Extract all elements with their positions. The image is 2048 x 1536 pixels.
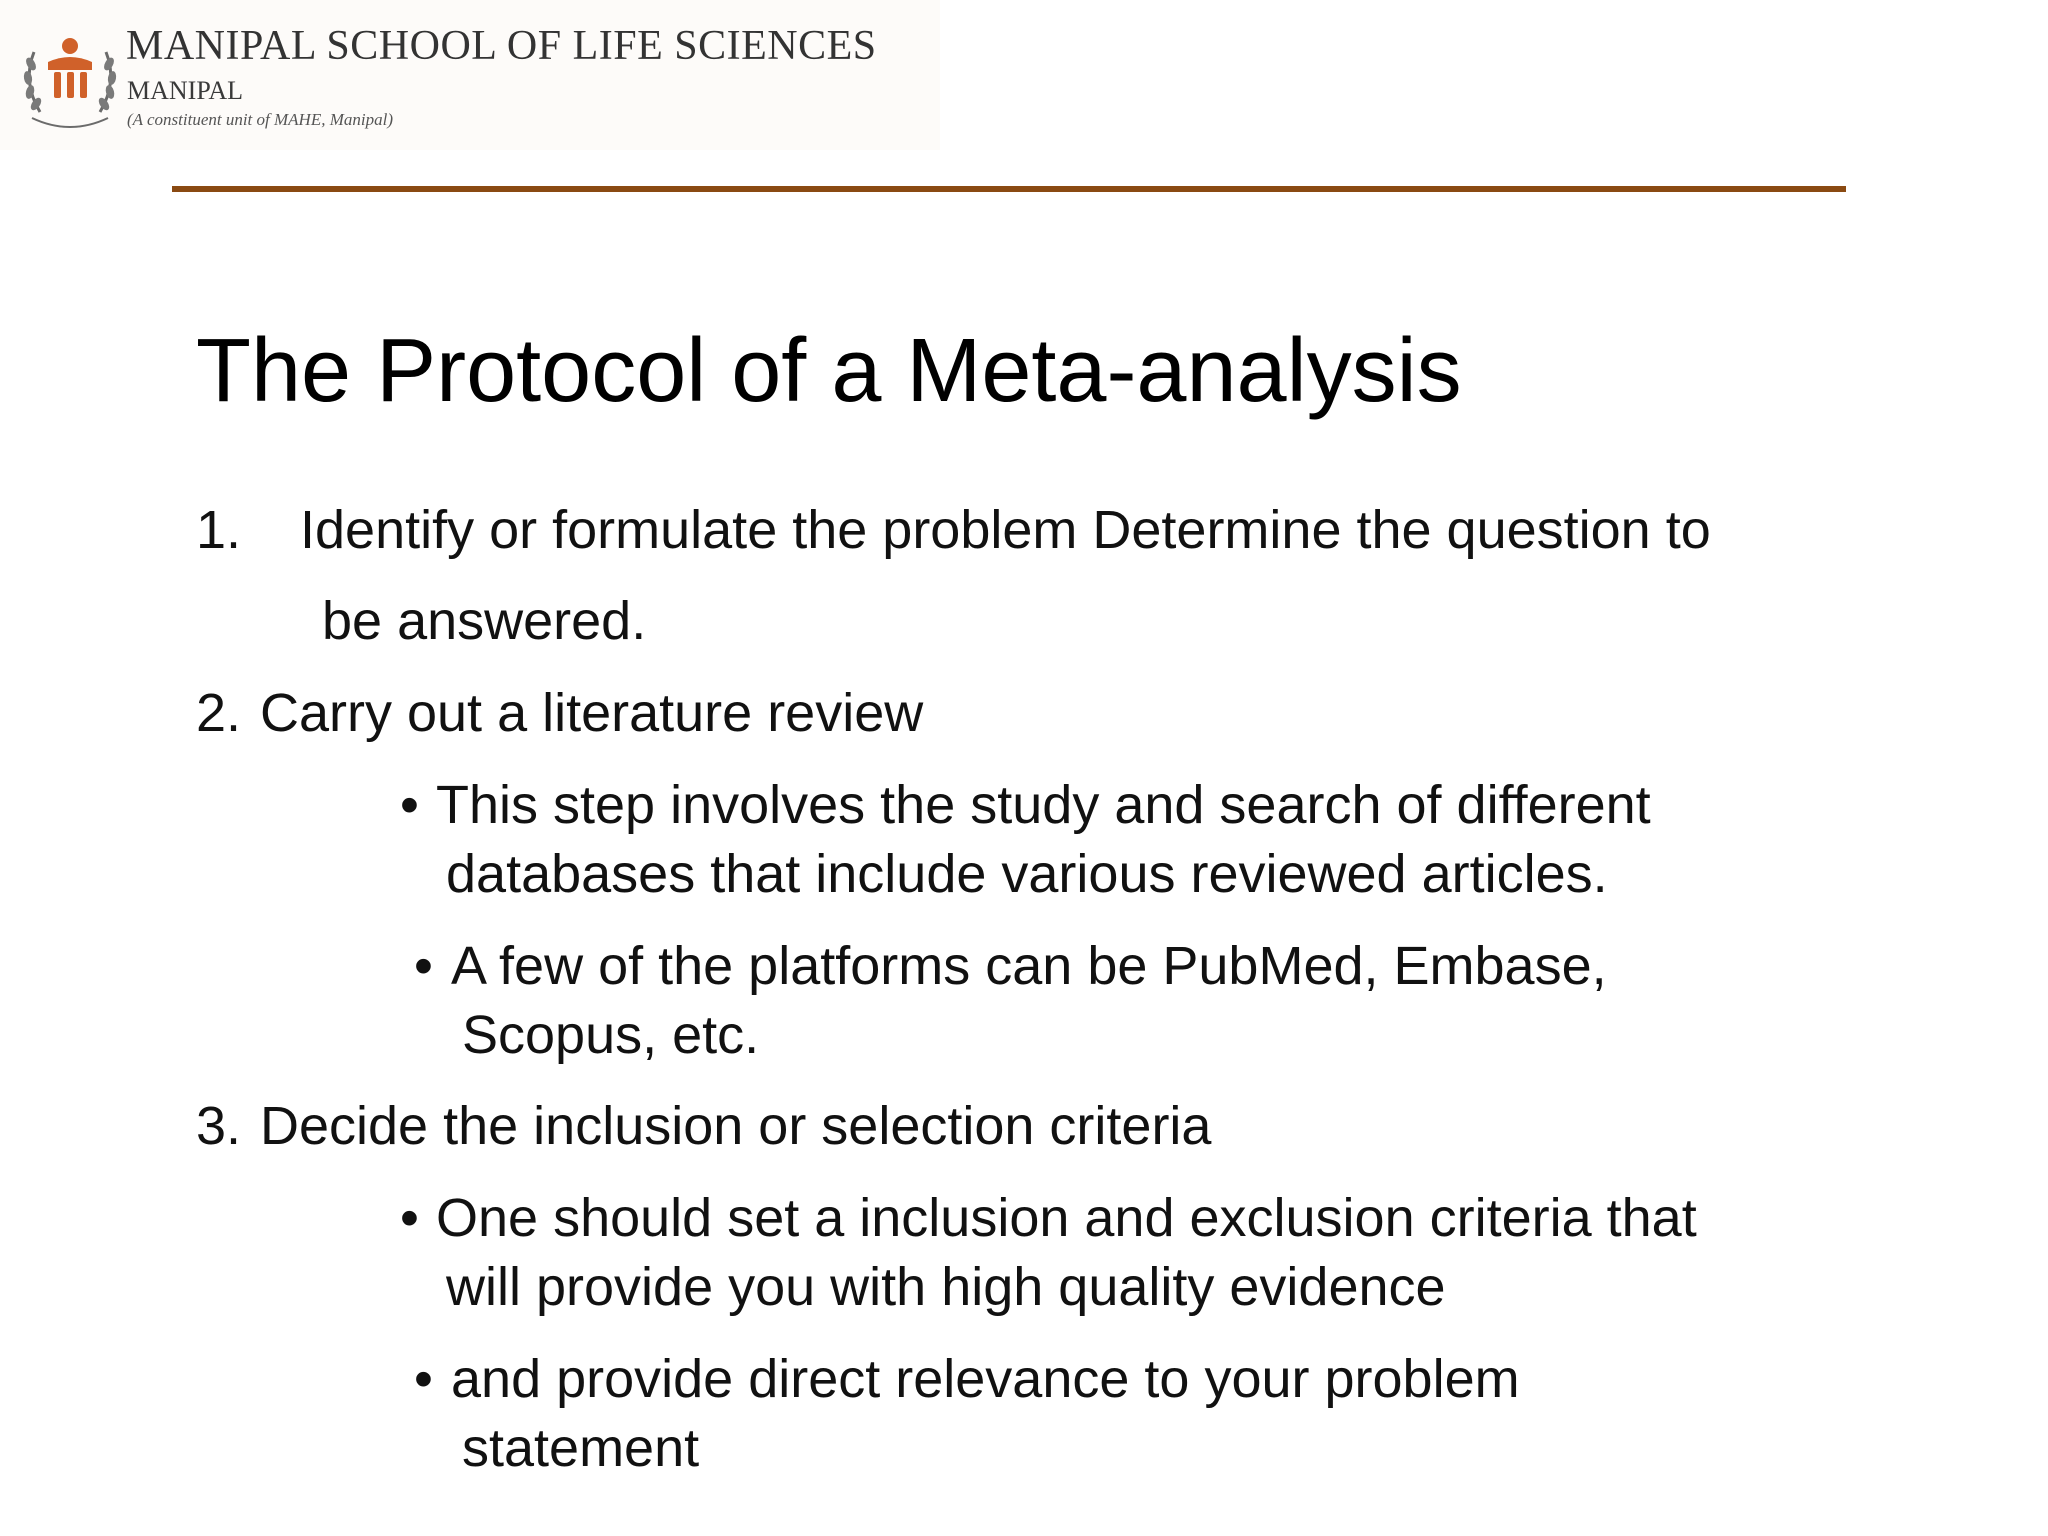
step-3-bullet-1-line2: will provide you with high quality evidence [446,1257,1446,1317]
step-2-bullet-2-line2: Scopus, etc. [462,1005,760,1065]
step-1-number: 1. [196,500,242,560]
step-2-text: Carry out a literature review [260,683,924,743]
bullet-icon: • [414,1349,433,1409]
step-2-bullet-2-line1: A few of the platforms can be PubMed, Embase, [451,936,1607,996]
institution-city: MANIPAL [127,76,244,105]
step-2-bullet-1-line2: databases that include various reviewed articles. [446,844,1608,904]
step-1-text-line2: be answered. [322,591,647,651]
bullet-icon: • [414,936,433,996]
step-3-number: 3. [196,1096,242,1156]
step-3-bullet-2-line2: statement [462,1418,700,1478]
manipal-emblem-icon [14,22,126,134]
step-3-bullet-2-line1: and provide direct relevance to your problem [451,1349,1520,1409]
step-2-bullet-1-line1: This step involves the study and search of different [436,775,1651,835]
step-3-text: Decide the inclusion or selection criteria [260,1096,1212,1156]
bullet-icon: • [400,775,419,835]
header-logo-band [0,0,940,150]
institution-name: MANIPAL SCHOOL OF LIFE SCIENCES [126,23,877,69]
header-divider [172,186,1846,192]
step-1-text-line1: Identify or formulate the problem Determine the question to [300,500,1711,560]
bullet-icon: • [400,1188,419,1248]
step-2-number: 2. [196,683,242,743]
institution-note: (A constituent unit of MAHE, Manipal) [127,110,393,129]
step-3-bullet-1-line1: One should set a inclusion and exclusion criteria that [436,1188,1697,1248]
slide-title: The Protocol of a Meta-analysis [196,321,1462,421]
